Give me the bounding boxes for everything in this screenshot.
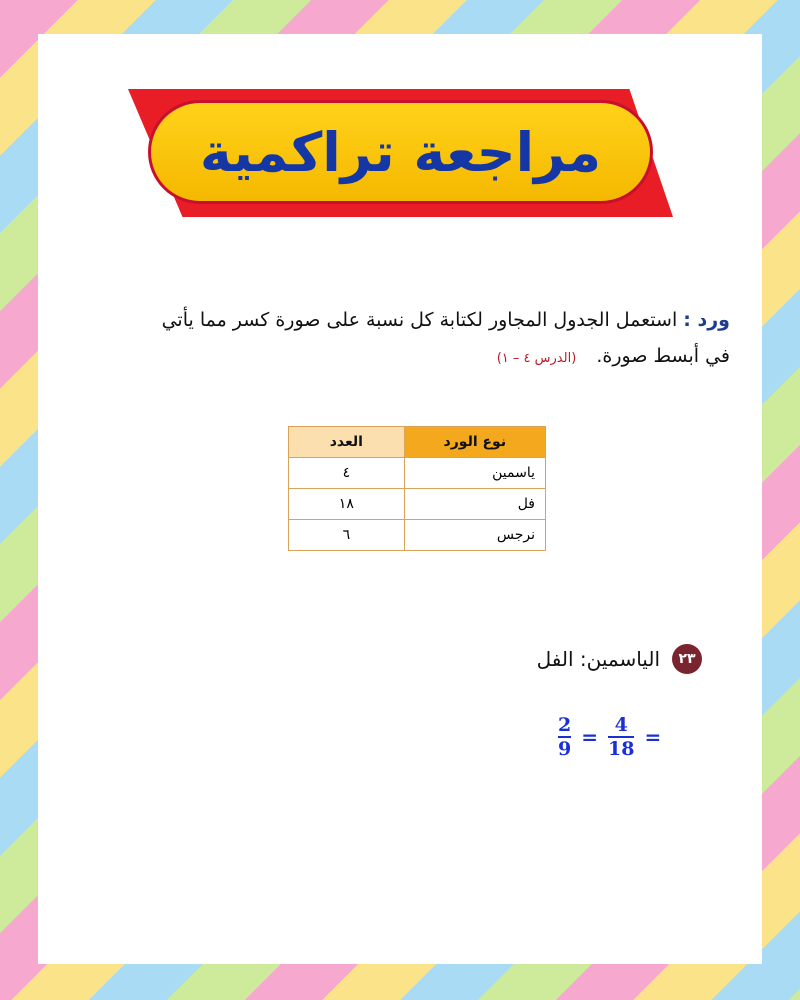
fraction-denominator: 9 <box>558 738 572 760</box>
exercise-number-badge: ٢٣ <box>672 644 702 674</box>
table-header-row <box>289 427 546 458</box>
exercise-prompt: الياسمين: الفل <box>536 647 660 671</box>
fraction-simplified <box>558 714 571 760</box>
handwritten-answer <box>558 714 663 760</box>
question-line-1: استعمل الجدول المجاور لكتابة كل نسبة على صورة كسر مما يأتي <box>161 309 678 331</box>
flower-count-cell: ١٨ <box>289 489 405 520</box>
table-row <box>289 489 546 520</box>
question-line-2: في أبسط صورة. <box>596 345 730 367</box>
fraction-numerator: 2 <box>558 714 572 736</box>
banner <box>148 100 653 204</box>
equals-sign: = <box>581 725 598 749</box>
header-count: العدد <box>289 427 405 458</box>
flower-count-cell: ٤ <box>289 458 405 489</box>
equals-sign: = <box>644 725 662 749</box>
flower-type-cell: ياسمين <box>404 458 545 489</box>
header-flower-type: نوع الورد <box>404 427 545 458</box>
table-row <box>289 458 546 489</box>
banner-title: مراجعة تراكمية <box>199 120 602 184</box>
fraction-original <box>608 714 634 760</box>
fraction-denominator: 18 <box>608 738 635 760</box>
flower-type-cell: فل <box>404 489 545 520</box>
page-card <box>38 34 762 964</box>
table-row <box>289 520 546 551</box>
question-topic: ورد : <box>683 309 730 331</box>
question-text <box>90 302 730 377</box>
flower-count-cell: ٦ <box>289 520 405 551</box>
flowers-table <box>288 426 546 551</box>
fraction-numerator: 4 <box>614 714 628 736</box>
lesson-reference: (الدرس ٤ – ١) <box>496 351 577 366</box>
flower-type-cell: نرجس <box>404 520 545 551</box>
exercise-23 <box>537 644 702 674</box>
